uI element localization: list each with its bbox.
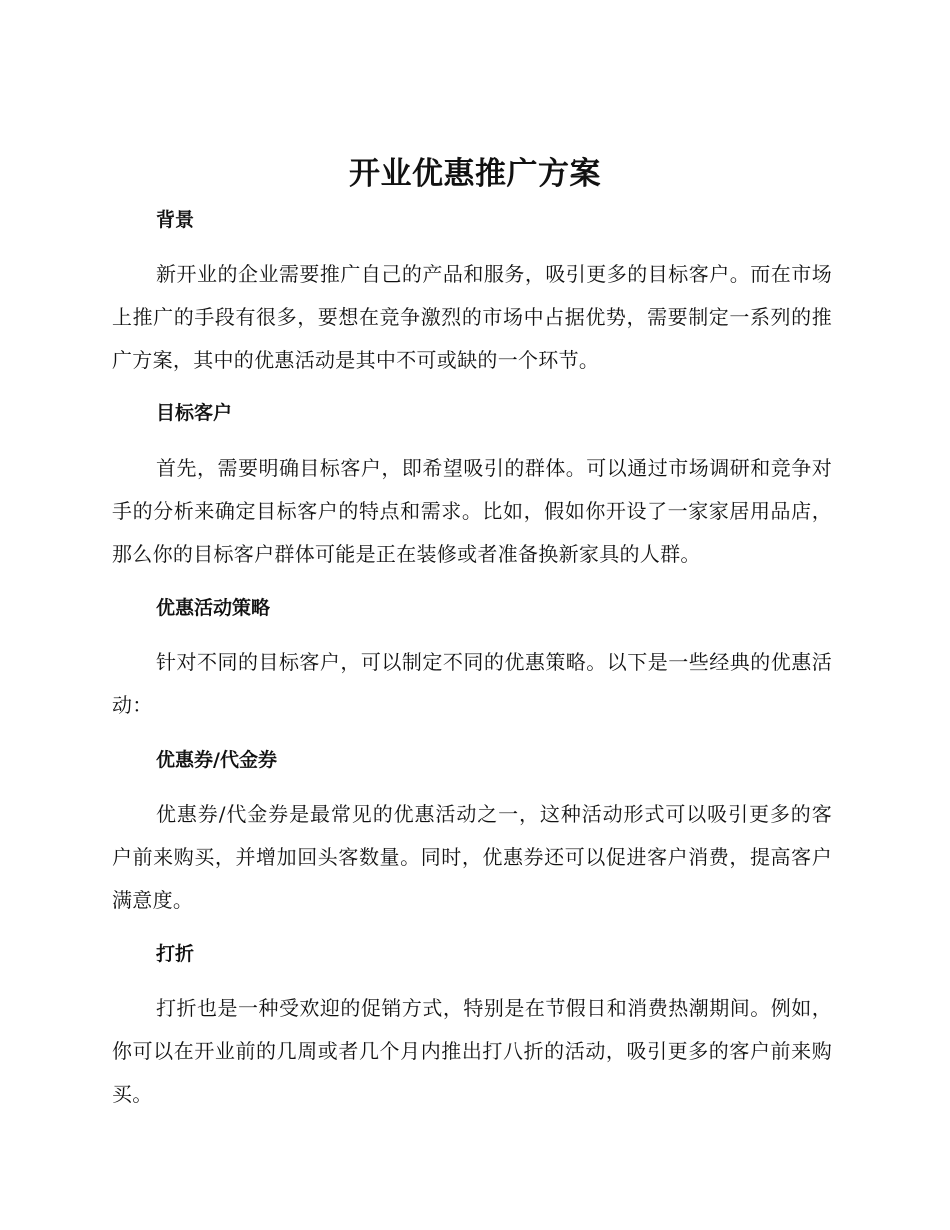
section-heading-background: 背景: [156, 209, 195, 231]
section-heading-coupons: 优惠券/代金券: [156, 749, 277, 771]
section-body-background: 新开业的企业需要推广自己的产品和服务，吸引更多的目标客户。而在市场上推广的手段有很多，要想在竞争激烈的市场中占据优势，需要制定一系列的推广方案，其中的优惠活动是其中不可或缺的一个环节。: [112, 262, 832, 372]
section-body-discount: 打折也是一种受欢迎的促销方式，特别是在节假日和消费热潮期间。例如，你可以在开业前的几周或者几个月内推出打八折的活动，吸引更多的客户前来购买。: [112, 996, 832, 1106]
section-body-coupons: 优惠券/代金券是最常见的优惠活动之一，这种活动形式可以吸引更多的客户前来购买，并增加回头客数量。同时，优惠券还可以促进客户消费，提高客户满意度。: [112, 802, 832, 912]
section-body-target-customers: 首先，需要明确目标客户，即希望吸引的群体。可以通过市场调研和竞争对手的分析来确定目标客户的特点和需求。比如，假如你开设了一家家居用品店，那么你的目标客户群体可能是正在装修或者准备换新家具的人群。: [112, 456, 832, 566]
document-title: 开业优惠推广方案: [349, 156, 601, 192]
section-heading-discount: 打折: [156, 943, 195, 965]
section-heading-promotion-strategy: 优惠活动策略: [156, 597, 271, 619]
section-body-promotion-strategy: 针对不同的目标客户，可以制定不同的优惠策略。以下是一些经典的优惠活动：: [112, 650, 832, 717]
section-heading-target-customers: 目标客户: [156, 402, 233, 424]
